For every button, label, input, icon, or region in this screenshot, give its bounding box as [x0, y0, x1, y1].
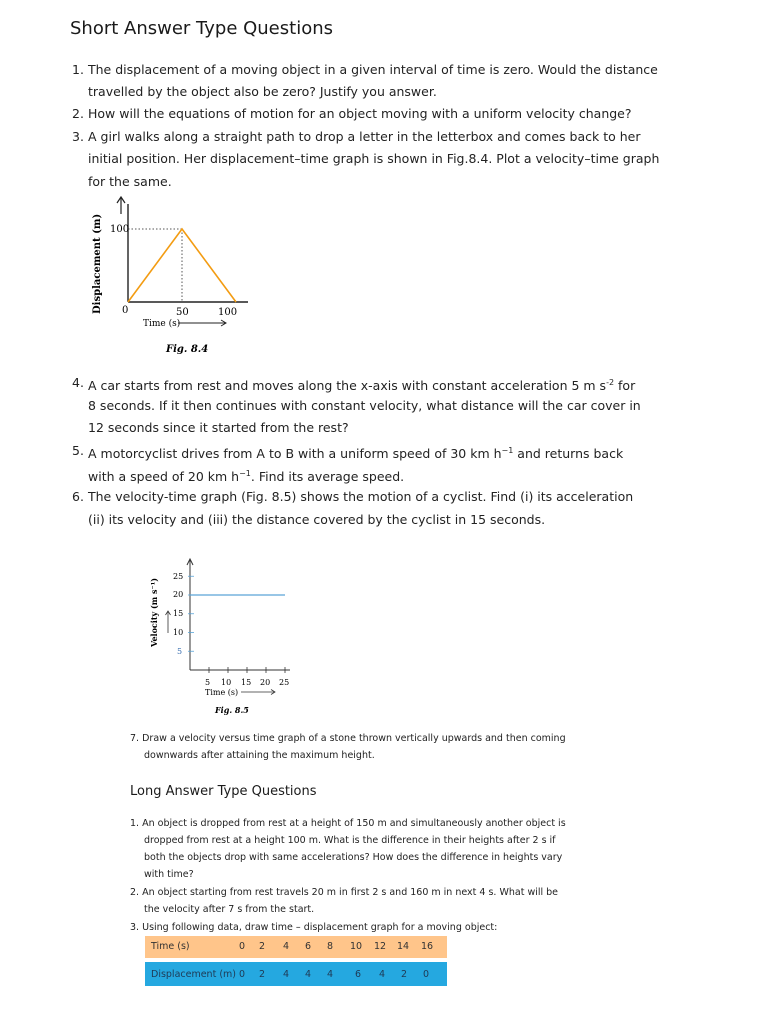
question-line: the velocity after 7 s from the start. — [144, 904, 315, 915]
question-line: downwards after attaining the maximum height. — [144, 750, 375, 761]
superscript: −1 — [501, 446, 514, 455]
table-cell: 12 — [374, 941, 387, 952]
y-axis-label: Displacement (m) — [92, 213, 103, 314]
x-tick-label: 20 — [260, 678, 271, 687]
table-cell: 4 — [379, 969, 386, 980]
x-axis-label: Time (s) — [143, 319, 181, 329]
question-line: An object starting from rest travels 20 m in first 2 s and 160 m in next 4 s. What will be — [142, 887, 559, 898]
question-line: An object is dropped from rest at a height of 150 m and simultaneously another object is — [142, 818, 566, 829]
table-cell: 8 — [327, 941, 334, 952]
table-cell: 6 — [355, 969, 362, 980]
long-question-2 — [130, 884, 558, 918]
x-axis-label: Time (s) — [205, 688, 239, 697]
table-cell: 4 — [327, 969, 334, 980]
superscript: -2 — [606, 378, 615, 387]
y-axis — [117, 197, 128, 302]
question-number: 7. — [130, 733, 140, 744]
question-number: 1. — [72, 62, 84, 77]
question-number: 5. — [72, 443, 84, 458]
question-line — [88, 463, 404, 489]
question-line — [88, 440, 623, 466]
table-cell: 4 — [305, 969, 312, 980]
table-cell: 0 — [239, 969, 246, 980]
text-span: . Find its average speed. — [250, 469, 405, 485]
figure-8-4 — [88, 192, 258, 362]
table-cell: 2 — [259, 969, 266, 980]
x-tick-label: 10 — [221, 678, 232, 687]
question-number: 2. — [130, 887, 140, 898]
question-line: A girl walks along a straight path to drop a letter in the letterbox and comes back to her — [88, 129, 641, 144]
origin-label: 0 — [122, 305, 129, 316]
table-cell: 6 — [305, 941, 312, 952]
y-tick-label: 10 — [173, 628, 184, 637]
question-line: 12 seconds since it started from the rest? — [88, 420, 349, 435]
table-cell: 0 — [239, 941, 246, 952]
question-line: both the objects drop with same accelerations? How does the difference in heights vary — [144, 852, 563, 863]
y-tick-label: 20 — [173, 590, 184, 599]
y-tick-label: 5 — [177, 647, 183, 656]
table-cell: 4 — [283, 969, 290, 980]
text-span: for — [614, 378, 636, 394]
y-axis — [187, 559, 193, 670]
short-answer-heading: Short Answer Type Questions — [70, 18, 333, 39]
long-question-1 — [130, 815, 566, 883]
x-tick-label: 5 — [205, 678, 211, 687]
y-tick-label: 25 — [173, 572, 184, 581]
question-line: for the same. — [88, 174, 172, 189]
table-cell: 14 — [397, 941, 410, 952]
table-cell: 2 — [401, 969, 408, 980]
question-7 — [130, 730, 566, 764]
question-line: (ii) its velocity and (iii) the distance covered by the cyclist in 15 seconds. — [88, 512, 546, 527]
question-line: The displacement of a moving object in a given interval of time is zero. Would the distance — [88, 62, 658, 77]
x-tick-label: 15 — [241, 678, 252, 687]
question-line: The velocity-time graph (Fig. 8.5) shows the motion of a cyclist. Find (i) its acceleration — [88, 489, 634, 504]
question-number: 6. — [72, 489, 84, 504]
question-line: dropped from rest at a height 100 m. What is the difference in their heights after 2 s if — [144, 835, 556, 846]
question-number: 4. — [72, 375, 84, 390]
question-number: 3. — [130, 922, 140, 933]
figure-caption: Fig. 8.4 — [166, 344, 209, 355]
text-span: with a speed of 20 km h — [88, 469, 240, 485]
y-tick-label: 100 — [110, 224, 130, 235]
table-cell: 4 — [283, 941, 290, 952]
table-cell: 16 — [421, 941, 434, 952]
question-line: travelled by the object also be zero? Justify you answer. — [88, 84, 437, 99]
question-number: 2. — [72, 106, 84, 121]
text-span: A car starts from rest and moves along the x-axis with constant acceleration 5 m s — [88, 378, 607, 394]
y-axis-label-arrow — [166, 611, 171, 633]
x-axis-arrow — [241, 690, 275, 695]
x-axis-arrow — [178, 320, 226, 326]
y-tick-label: 15 — [173, 609, 184, 618]
superscript: −1 — [239, 469, 251, 478]
y-axis-label: Velocity (m s⁻¹) — [149, 577, 159, 647]
question-line: with time? — [144, 869, 194, 880]
x-tick-label: 25 — [279, 678, 290, 687]
long-question-3 — [130, 919, 497, 936]
table-cell: 0 — [423, 969, 430, 980]
text-span: and returns back — [513, 446, 624, 462]
long-answer-heading: Long Answer Type Questions — [130, 784, 317, 799]
x-tick-label: 50 — [176, 307, 189, 318]
question-line: How will the equations of motion for an object moving with a uniform velocity change? — [88, 106, 632, 121]
figure-caption: Fig. 8.5 — [215, 705, 249, 715]
question-line: Using following data, draw time – displacement graph for a moving object: — [142, 922, 498, 933]
table-cell: 2 — [259, 941, 266, 952]
x-tick-label: 100 — [218, 307, 238, 318]
table-cell-label: Displacement (m) — [151, 969, 236, 980]
table-cell: 10 — [350, 941, 363, 952]
figure-8-5 — [145, 555, 315, 720]
question-number: 1. — [130, 818, 140, 829]
question-line — [88, 372, 635, 398]
text-span: A motorcyclist drives from A to B with a uniform speed of 30 km h — [88, 446, 502, 462]
question-line: Draw a velocity versus time graph of a stone thrown vertically upwards and then coming — [142, 733, 566, 744]
question-line: 8 seconds. If it then continues with constant velocity, what distance will the car cover in — [88, 398, 641, 413]
question-number: 3. — [72, 129, 84, 144]
question-line: initial position. Her displacement–time graph is shown in Fig.8.4. Plot a velocity–time graph — [88, 151, 660, 166]
table-cell-label: Time (s) — [151, 941, 190, 952]
